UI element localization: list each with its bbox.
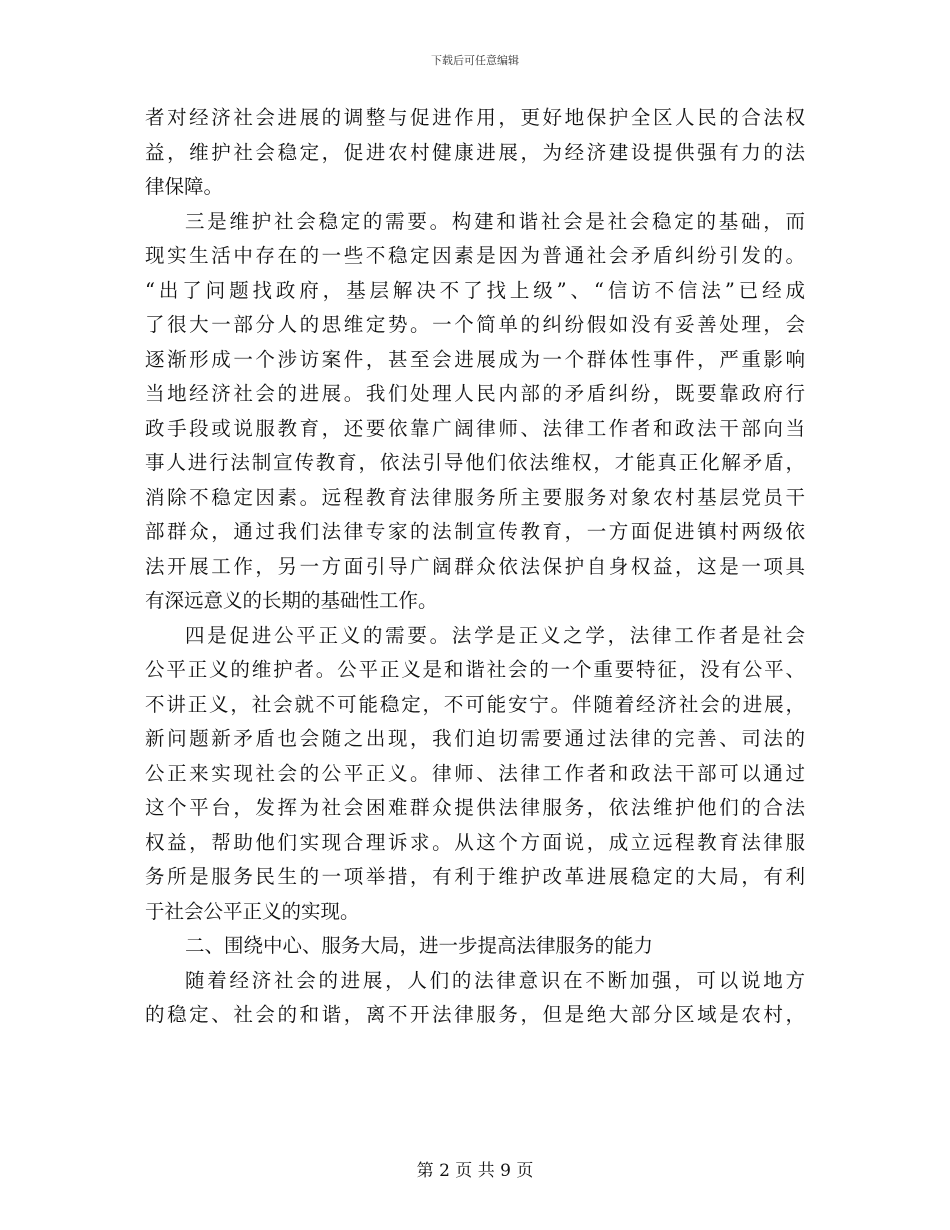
document-body: [145, 101, 805, 1033]
text-line: 权益，帮助他们实现合理诉求。从这个方面说，成立远程教育法律服: [145, 830, 805, 854]
text-line: 务所是服务民生的一项举措，有利于维护改革进展稳定的大局，有利: [145, 865, 805, 888]
text-line: 事人进行法制宣传教育，依法引导他们依法维权，才能真正化解矛盾，: [145, 451, 805, 474]
text-line: 部群众，通过我们法律专家的法制宣传教育，一方面促进镇村两级依: [145, 520, 805, 543]
text-line: “出了问题找政府，基层解决不了找上级”、“信访不信法”已经成: [145, 278, 805, 302]
text-line: 不讲正义，社会就不可能稳定，不可能安宁。伴随着经济社会的进展，: [145, 692, 805, 716]
paragraph-first-line: 三是维护社会稳定的需要。构建和谐社会是社会稳定的基础，而: [185, 209, 805, 233]
text-line: 了很大一部分人的思维定势。一个简单的纠纷假如没有妥善处理，会: [145, 313, 805, 336]
text-line: 公正来实现社会的公平正义。律师、法律工作者和政法干部可以通过: [145, 761, 805, 785]
text-line: 于社会公平正义的实现。: [145, 899, 360, 923]
text-line: 法开展工作，另一方面引导广阔群众依法保护自身权益，这是一项具: [145, 554, 805, 578]
text-line: 有深远意义的长期的基础性工作。: [145, 589, 438, 612]
text-line: 政手段或说服教育，还要依靠广阔律师、法律工作者和政法干部向当: [145, 416, 805, 440]
paragraph-first-line: 随着经济社会的进展，人们的法律意识在不断加强，可以说地方: [185, 968, 805, 992]
text-line: 者对经济社会进展的调整与促进作用，更好地保护全区人民的合法权: [145, 106, 805, 129]
text-line: 逐渐形成一个涉访案件，甚至会进展成为一个群体性事件，严重影响: [145, 347, 805, 371]
text-line: 现实生活中存在的一些不稳定因素是因为普通社会矛盾纠纷引发的。: [145, 244, 805, 267]
paragraph-first-line: 四是促进公平正义的需要。法学是正义之学，法律工作者是社会: [185, 623, 805, 647]
text-line: 益，维护社会稳定，促进农村健康进展，为经济建设提供强有力的法: [145, 140, 805, 164]
text-line: 这个平台，发挥为社会困难群众提供法律服务，依法维护他们的合法: [145, 796, 805, 819]
text-line: 律保障。: [145, 175, 224, 198]
text-line: 消除不稳定因素。远程教育法律服务所主要服务对象农村基层党员干: [145, 485, 805, 509]
section-heading: 二、围绕中心、服务大局，进一步提高法律服务的能力: [185, 934, 654, 957]
text-line: 新问题新矛盾也会随之出现，我们迫切需要通过法律的完善、司法的: [145, 727, 805, 750]
text-line: 当地经济社会的进展。我们处理人民内部的矛盾纠纷，既要靠政府行: [145, 382, 805, 405]
text-line: 的稳定、社会的和谐，离不开法律服务，但是绝大部分区域是农村，: [145, 1003, 805, 1026]
page-footer: 第 2 页 共 9 页: [416, 1161, 534, 1181]
page-header: 下载后可任意编辑: [431, 54, 519, 67]
text-line: 公平正义的维护者。公平正义是和谐社会的一个重要特征，没有公平、: [145, 658, 805, 681]
